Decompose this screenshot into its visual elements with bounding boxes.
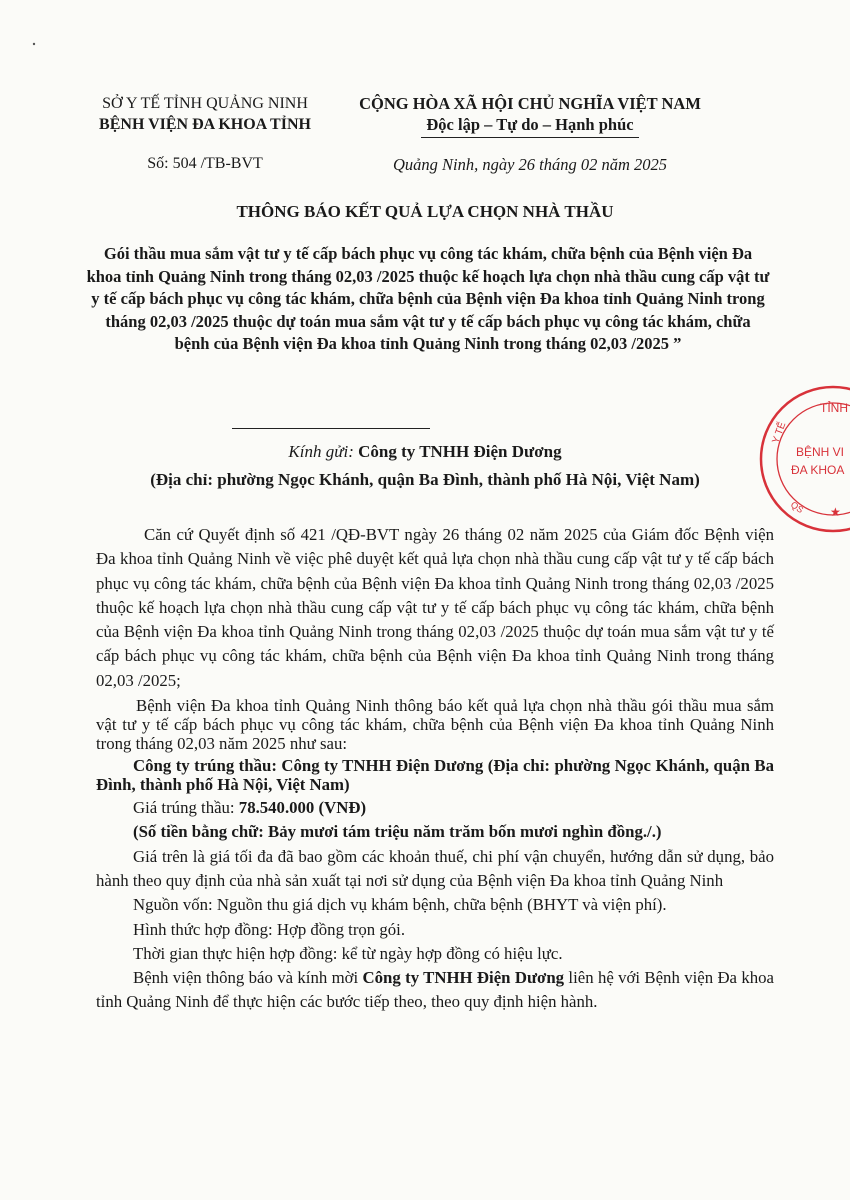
price-in-words: (Số tiền bằng chữ: Bảy mươi tám triệu năm trăm bốn mươi nghìn đồng./.) [133, 822, 662, 842]
document-body [96, 523, 774, 1015]
stamp-star-icon: ★ [830, 505, 841, 519]
closing-paragraph [96, 966, 774, 1015]
recipient-prefix: Kính gửi: [288, 442, 354, 461]
document-number: Số: 504 /TB-BVT [147, 155, 263, 172]
funding-source: Nguồn vốn: Nguồn thu giá dịch vụ khám bệnh, chữa bệnh (BHYT và viện phí). [133, 895, 667, 915]
price-label: Giá trúng thầu: [133, 798, 239, 818]
price-value: 78.540.000 (VNĐ) [238, 798, 367, 818]
place-and-date: Quảng Ninh, ngày 26 tháng 02 năm 2025 [392, 155, 668, 174]
separator-line [232, 428, 430, 429]
price-note: Giá trên là giá tối đa đã bao gồm các khoản thuế, chi phí vận chuyển, hướng dẫn sử dụng, bảo hành theo quy định của nhà sản xuất tại nơi sử dụng của Bệnh viện Đa khoa tỉnh Quảng Ninh [96, 846, 774, 890]
red-stamp [758, 384, 850, 534]
document-subject: Gói thầu mua sắm vật tư y tế cấp bách phục vụ công tác khám, chữa bệnh của Bệnh viện Đa khoa tỉnh Quảng Ninh trong tháng 02,03 /2025 thuộc kế hoạch lựa chọn nhà thầu cung cấp vật tư y tế cấp bách phục vụ công tác khám, chữa bệnh của Bệnh viện Đa khoa tỉnh Quảng Ninh trong tháng 02,03 /2025 thuộc dự toán mua sắm vật tư y tế cấp bách phục vụ công tác khám, chữa bệnh của Bệnh viện Đa khoa tỉnh Quảng Ninh trong tháng 02,03 /2025 ” [86, 244, 770, 353]
national-heading [355, 93, 705, 138]
scan-speck [30, 40, 38, 48]
closing-company: Công ty TNHH Điện Dương [362, 968, 565, 988]
paragraph-announcement: Bệnh viện Đa khoa tỉnh Quảng Ninh thông báo kết quả lựa chọn nhà thầu gói thầu mua sắm vật tư y tế cấp bách phục vụ công tác khám, chữa bệnh của Bệnh viện Đa khoa tỉnh Quảng Ninh trong tháng 02,03 năm 2025 như sau: [96, 696, 774, 754]
motto: Độc lập – Tự do – Hạnh phúc [426, 115, 634, 134]
recipient-name: Công ty TNHH Điện Dương [353, 442, 562, 461]
stamp-text-side: Y TẾ [770, 420, 789, 446]
agency-line-1: SỞ Y TẾ TỈNH QUẢNG NINH [102, 95, 308, 112]
agency-line-2: BỆNH VIỆN ĐA KHOA TỈNH [99, 116, 311, 133]
contract-type: Hình thức hợp đồng: Hợp đồng trọn gói. [133, 919, 406, 939]
closing-text-a: Bệnh viện thông báo và kính mời [133, 968, 363, 988]
winning-bidder: Công ty trúng thầu: Công ty TNHH Điện Dương (Địa chỉ: phường Ngọc Khánh, quận Ba Đình, thành phố Hà Nội, Việt Nam) [96, 756, 774, 795]
contract-duration: Thời gian thực hiện hợp đồng: kể từ ngày hợp đồng có hiệu lực. [133, 943, 563, 963]
recipient-line [40, 442, 810, 462]
motto-underline [421, 137, 639, 138]
nation-name: CỘNG HÒA XÃ HỘI CHỦ NGHĨA VIỆT NAM [359, 94, 701, 113]
stamp-inner-ring [777, 403, 850, 515]
recipient-address: (Địa chỉ: phường Ngọc Khánh, quận Ba Đình, thành phố Hà Nội, Việt Nam) [150, 470, 700, 489]
stamp-text-mid2: ĐA KHOA [791, 463, 845, 477]
winning-price [96, 796, 774, 820]
stamp-text-top: TỈNH [820, 401, 848, 415]
document-title: THÔNG BÁO KẾT QUẢ LỰA CHỌN NHÀ THẦU [236, 202, 614, 221]
stamp-text-mid1: BỆNH VI [796, 445, 845, 459]
paragraph-legal-basis: Căn cứ Quyết định số 421 /QĐ-BVT ngày 26 tháng 02 năm 2025 của Giám đốc Bệnh viện Đa khoa tỉnh Quảng Ninh về việc phê duyệt kết quả lựa chọn nhà thầu cung cấp vật tư y tế cấp bách phục vụ công tác khám, chữa bệnh của Bệnh viện Đa khoa tỉnh Quảng Ninh trong tháng 02,03 /2025 thuộc kế hoạch lựa chọn nhà thầu cung cấp vật tư y tế cấp bách phục vụ công tác khám, chữa bệnh của Bệnh viện Đa khoa tỉnh Quảng Ninh trong tháng 02,03 /2025 thuộc dự toán mua sắm vật tư y tế cấp bách phục vụ công tác khám, chữa bệnh của Bệnh viện Đa khoa tỉnh Quảng Ninh trong tháng 02,03 /2025; [96, 525, 774, 690]
stamp-text-bottom: QS [788, 499, 806, 516]
closing-text-b: liên hệ với Bệnh viện Đa khoa tỉnh Quảng Ninh để thực hiện các bước tiếp theo, theo quy định hiện hành. [96, 968, 774, 1012]
issuing-agency [80, 93, 330, 135]
